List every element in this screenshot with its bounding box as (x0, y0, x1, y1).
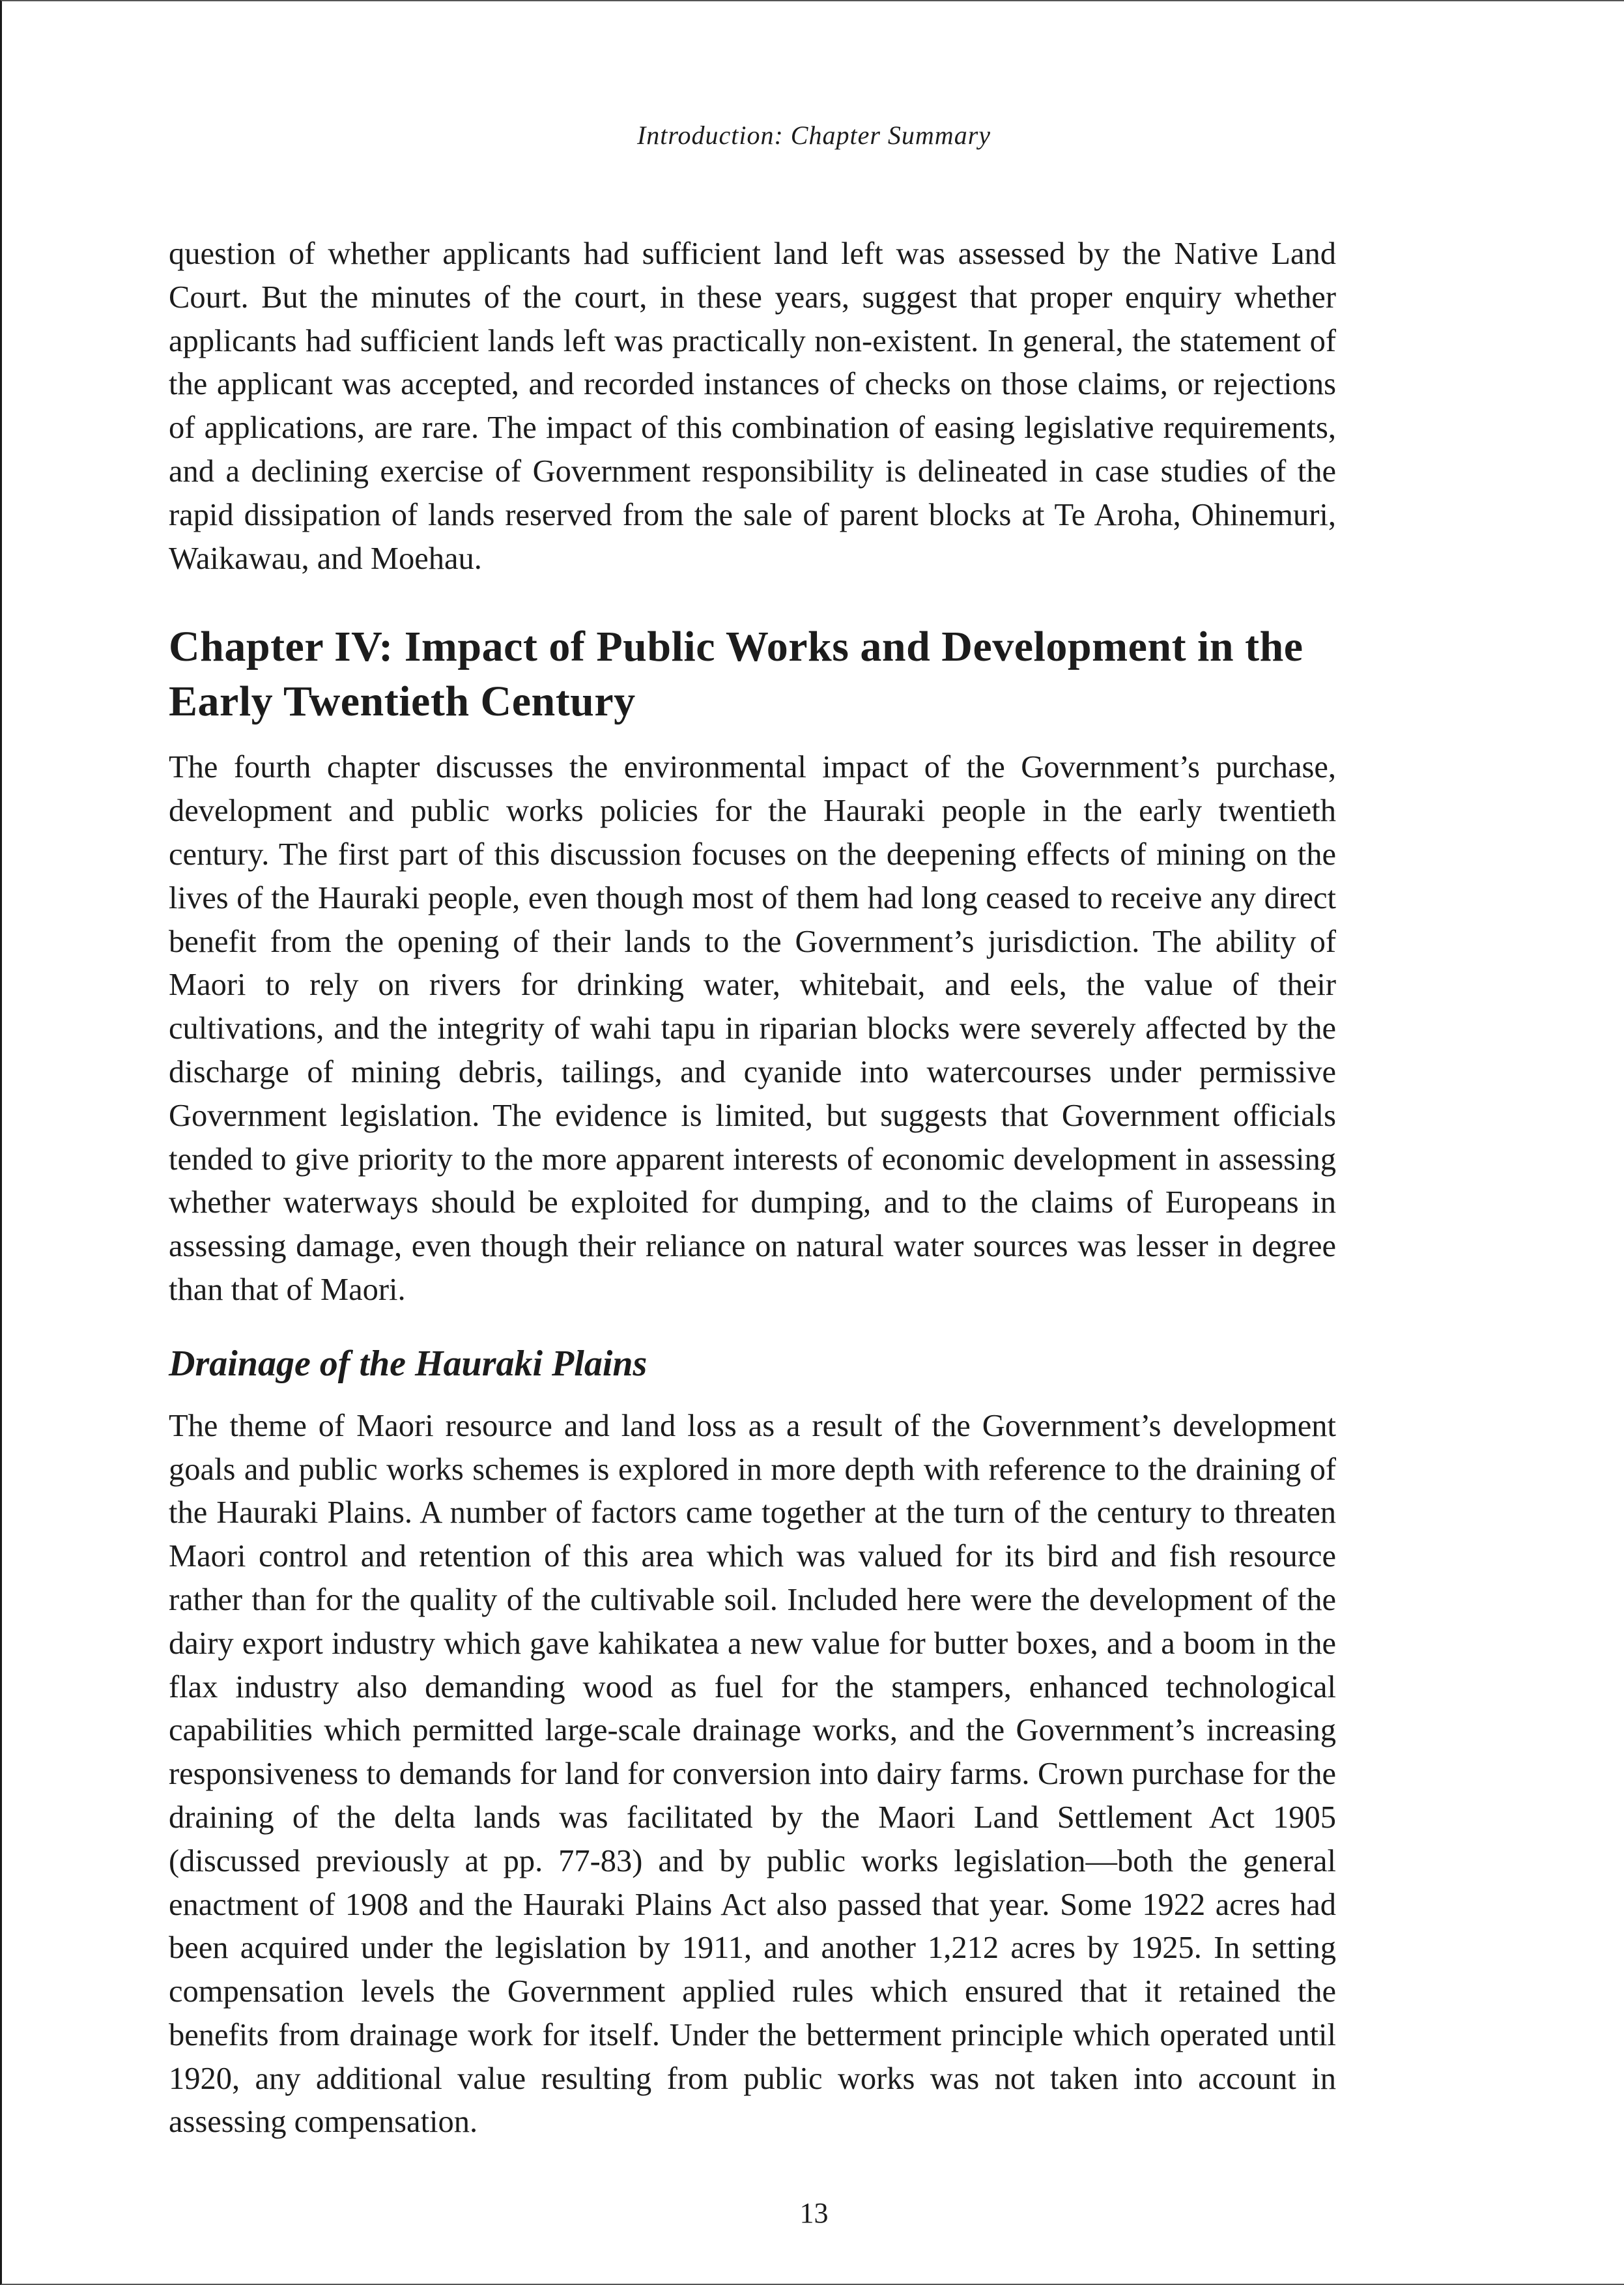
section-heading: Drainage of the Hauraki Plains (169, 1343, 648, 1384)
chapter-heading: Chapter IV: Impact of Public Works and Development in the Early Twentieth Century (169, 623, 1303, 726)
page-body (169, 233, 1336, 2144)
body-paragraph: question of whether applicants had sufficient land left was assessed by the Native Land Court. But the minutes of the court, in these years, suggest that proper enquiry whether applicants had sufficient lands left was practically non-existent. In general, the statement of the applicant was accepted, and recorded instances of checks on those claims, or rejections of applications, are rare. The impact of this combination of easing legislative requirements, and a declining exercise of Government responsibility is delineated in case studies of the rapid dissipation of lands reserved from the sale of parent blocks at Te Aroha, Ohinemuri, Waikawau, and Moehau. (169, 237, 1336, 576)
chapter-paragraph: The fourth chapter discusses the environmental impact of the Government’s purchase, development and public works policies for the Hauraki people in the early twentieth century. The first part of this discussion focuses on the deepening effects of mining on the lives of the Hauraki people, even though most of them had long ceased to receive any direct benefit from the opening of their lands to the Government’s jurisdiction. The ability of Maori to rely on rivers for drinking water, whitebait, and eels, the value of their cultivations, and the integrity of wahi tapu in riparian blocks were severely affected by the discharge of mining debris, tailings, and cyanide into watercourses under permissive Government legislation. The evidence is limited, but suggests that Government officials tended to give priority to the more apparent interests of economic development in assessing whether waterways should be exploited for dumping, and to the claims of Europeans in assessing damage, even though their reliance on natural water sources was lesser in degree than that of Maori. (169, 750, 1336, 1307)
running-head: Introduction: Chapter Summary (636, 121, 991, 150)
section-paragraph: The theme of Maori resource and land loss as a result of the Government’s development goals and public works schemes is explored in more depth with reference to the draining of the Hauraki Plains. A number of factors came together at the turn of the century to threaten Maori control and retention of this area which was valued for its bird and fish resource rather than for the quality of the cultivable soil. Included here were the development of the dairy export industry which gave kahikatea a new value for butter boxes, and a boom in the flax industry also demanding wood as fuel for the stampers, enhanced technological capabilities which permitted large-scale drainage works, and the Government’s increasing responsiveness to demands for land for conversion into dairy farms. Crown purchase for the draining of the delta lands was facilitated by the Maori Land Settlement Act 1905 (discussed previously at pp. 77-83) and by public works legislation—both the general enactment of 1908 and the Hauraki Plains Act also passed that year. Some 1922 acres had been acquired under the legislation by 1911, and another 1,212 acres by 1925. In setting compensation levels the Government applied rules which ensured that it retained the benefits from drainage work for itself. Under the betterment principle which operated until 1920, any additional value resulting from public works was not taken into account in assessing compensation. (169, 1408, 1336, 2140)
page-number: 13 (799, 2197, 829, 2229)
